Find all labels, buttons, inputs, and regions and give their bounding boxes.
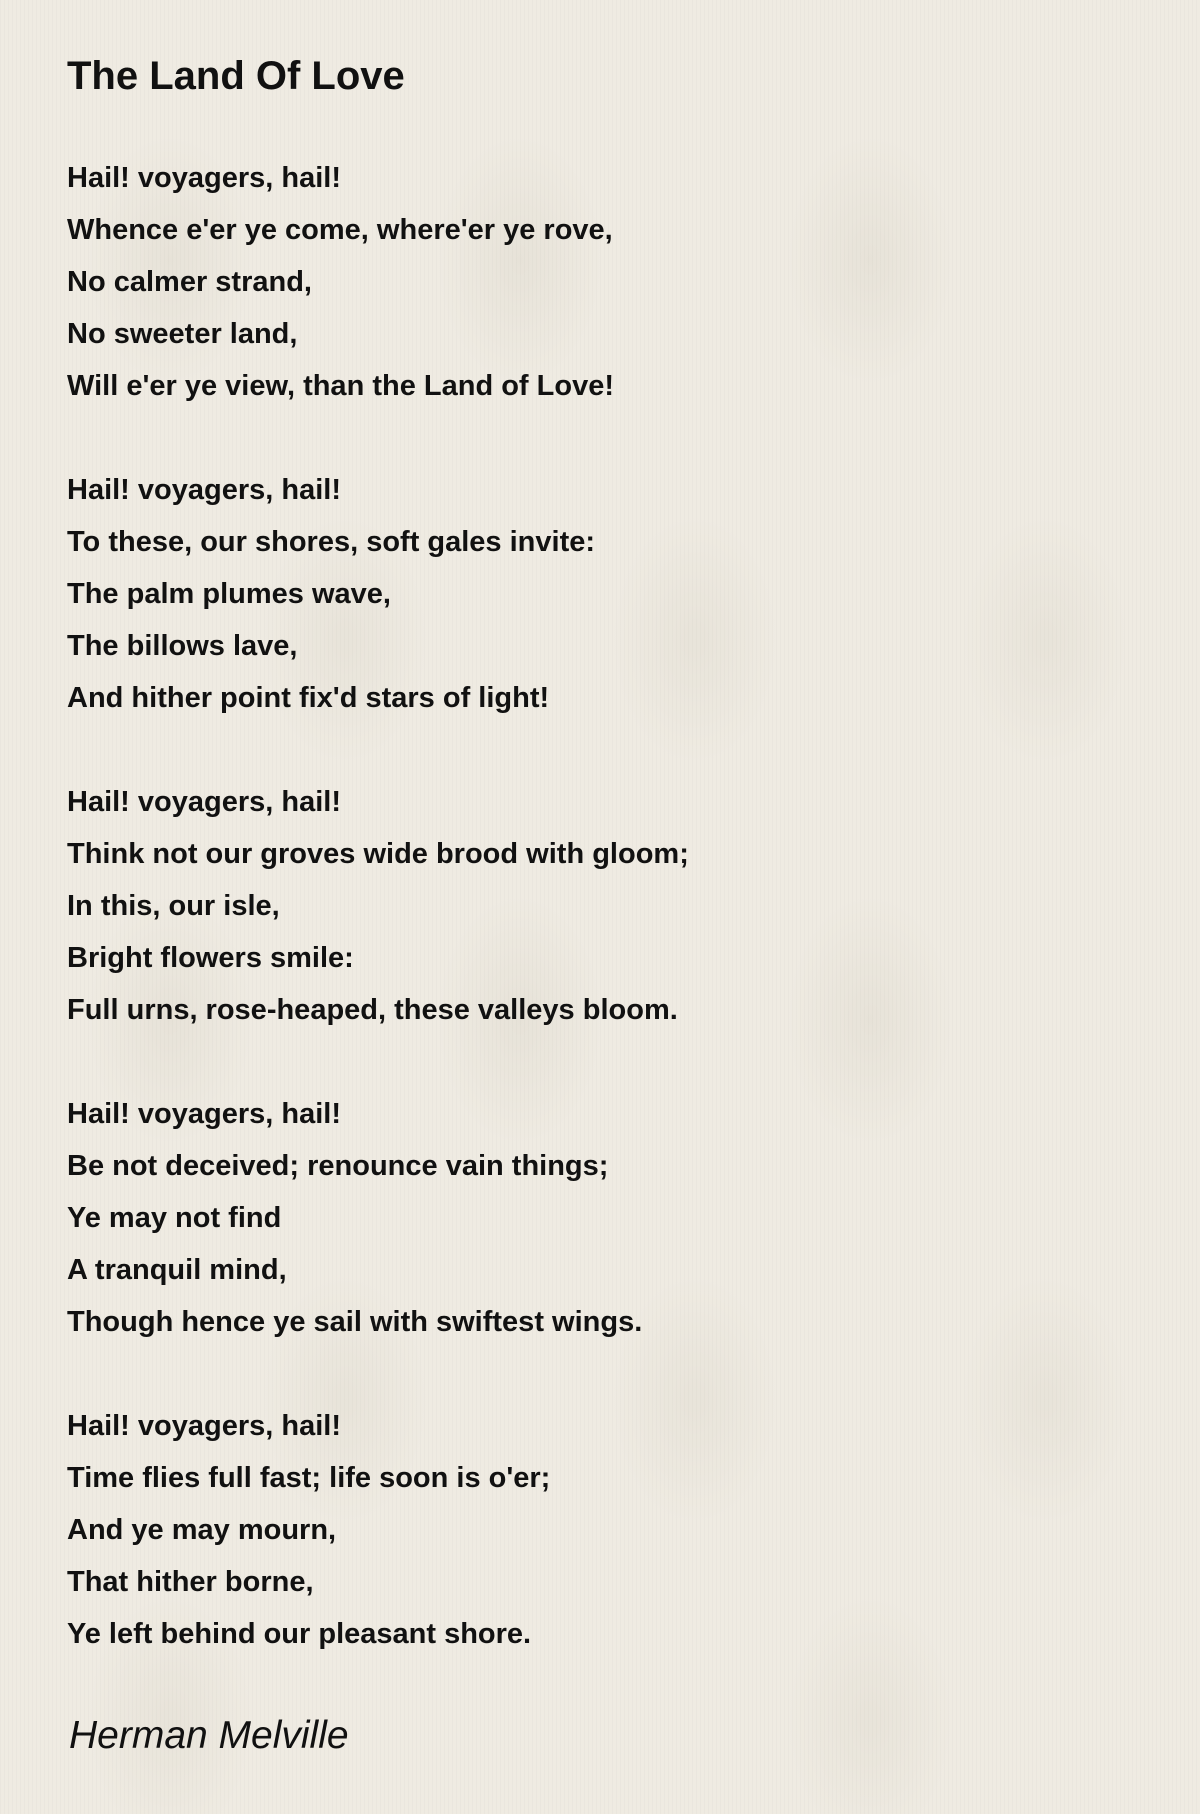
poem-line: The palm plumes wave, (67, 578, 391, 610)
poem-line: Time flies full fast; life soon is o'er; (67, 1462, 551, 1494)
poem-line: Hail! voyagers, hail! (67, 162, 341, 194)
poem-line: Think not our groves wide brood with gloom; (67, 838, 689, 870)
poem-line: Hail! voyagers, hail! (67, 786, 341, 818)
stanza-1 (67, 152, 689, 412)
poem-line: To these, our shores, soft gales invite: (67, 526, 596, 558)
poem-line: Though hence ye sail with swiftest wings. (67, 1306, 643, 1338)
poem-line: In this, our isle, (67, 890, 280, 922)
stanza-4 (67, 1088, 689, 1348)
poem-line: And hither point fix'd stars of light! (67, 682, 550, 714)
poem-line: Hail! voyagers, hail! (67, 474, 341, 506)
poem-line: Hail! voyagers, hail! (67, 1410, 341, 1442)
poem-line: And ye may mourn, (67, 1514, 337, 1546)
poem-line: No calmer strand, (67, 266, 312, 298)
poem-line: No sweeter land, (67, 318, 298, 350)
poem-line: Hail! voyagers, hail! (67, 1098, 341, 1130)
poem-title: The Land Of Love (67, 54, 405, 98)
poem-line: That hither borne, (67, 1566, 314, 1598)
poem-body (67, 152, 689, 1712)
poem-line: Full urns, rose-heaped, these valleys bloom. (67, 994, 678, 1026)
poem-line: Be not deceived; renounce vain things; (67, 1150, 609, 1182)
poem-line: Will e'er ye view, than the Land of Love! (67, 370, 614, 402)
stanza-5 (67, 1400, 689, 1660)
stanza-3 (67, 776, 689, 1036)
poem-line: Ye left behind our pleasant shore. (67, 1618, 532, 1650)
poem-line: Bright flowers smile: (67, 942, 354, 974)
stanza-2 (67, 464, 689, 724)
poem-line: A tranquil mind, (67, 1254, 287, 1286)
poem-author: Herman Melville (69, 1714, 349, 1757)
poem-line: Whence e'er ye come, where'er ye rove, (67, 214, 613, 246)
poem-line: Ye may not find (67, 1202, 282, 1234)
poem-line: The billows lave, (67, 630, 298, 662)
